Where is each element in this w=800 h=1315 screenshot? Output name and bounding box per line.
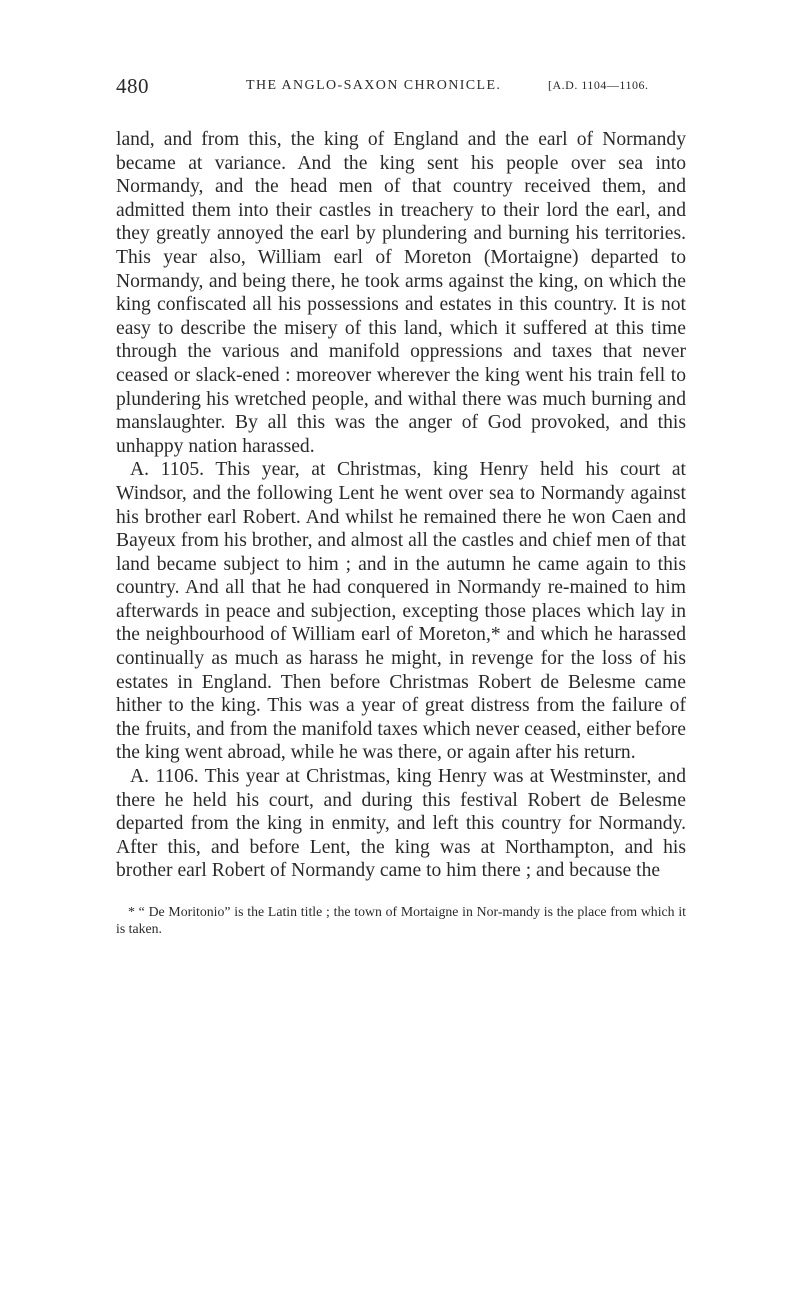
body-text	[116, 128, 686, 883]
date-range: [A.D. 1104—1106.	[548, 78, 649, 92]
paragraph-1106: A. 1106. This year at Christmas, king Henry was at Westminster, and there he held his court, and during this festival Robert de Belesme departed from the king in enmity, and left this country for Normandy. After this, and before Lent, the king was at Northampton, and his brother earl Robert of Normandy came to him there ; and because the	[116, 766, 686, 882]
paragraph-continuation: land, and from this, the king of England and the earl of Normandy became at variance. And the king sent his people over sea into Normandy, and the head men of that country received them, and admitted them into their castles in treachery to their lord the earl, and they greatly annoyed the earl by plundering and burning his territories. This year also, William earl of Moreton (Mortaigne) departed to Normandy, and being there, he took arms against the king, on which the king confiscated all his possessions and estates in this country. It is not easy to describe the misery of this land, which it suffered at this time through the various and manifold oppressions and taxes that never ceased or slack-ened : moreover wherever the king went his train fell to plundering his wretched people, and withal there was much burning and manslaughter. By all this was the anger of God provoked, and this unhappy nation harassed.	[116, 129, 686, 457]
page-number: 480	[116, 74, 149, 98]
running-title: THE ANGLO-SAXON CHRONICLE.	[246, 78, 502, 93]
book-page	[116, 74, 686, 937]
paragraph-1105: A. 1105. This year, at Christmas, king Henry held his court at Windsor, and the following Lent he went over sea to Normandy against his brother earl Robert. And whilst he remained there he won Caen and Bayeux from his brother, and almost all the castles and chief men of that land became subject to him ; and in the autumn he came again to this country. And all that he had conquered in Normandy re-mained to him afterwards in peace and subjection, excepting those places which lay in the neighbourhood of William earl of Moreton,* and which he harassed continually as much as harass he might, in revenge for the loss of his estates in England. Then before Christmas Robert de Belesme came hither to the king. This was a year of great distress from the failure of the fruits, and from the manifold taxes which never ceased, either before the king went abroad, while he was there, or again after his return.	[116, 459, 686, 764]
footnote: * “ De Moritonio” is the Latin title ; the town of Mortaigne in Nor-mandy is the place from which it is taken.	[116, 904, 686, 936]
page-header	[116, 74, 686, 114]
